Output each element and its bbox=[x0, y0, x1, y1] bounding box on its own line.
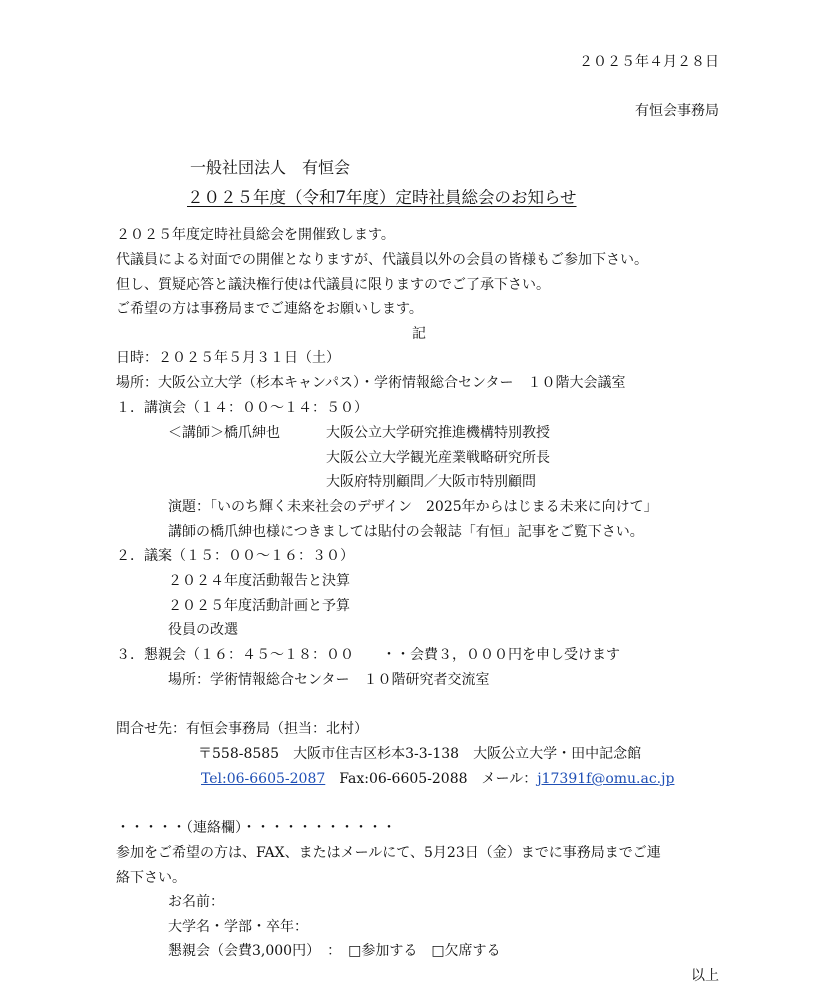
name-field-label: お名前： bbox=[168, 894, 224, 910]
reply-divider: ・・・・・（連絡欄）・・・・・・・・・・・ bbox=[116, 820, 396, 836]
ki-heading: 記 bbox=[412, 326, 426, 342]
contact-line bbox=[201, 767, 674, 791]
contact-heading: 問合せ先：有恒会事務局（担当：北村） bbox=[116, 721, 368, 737]
agenda-item: ２０２５年度活動計画と予算 bbox=[168, 598, 350, 614]
speaker-label: ＜講師＞橋爪紳也 bbox=[168, 425, 280, 441]
contact-gap bbox=[468, 771, 482, 787]
intro-line: ご希望の方は事務局までご連絡をお願いします。 bbox=[116, 301, 423, 317]
agenda-heading: ２．議案（１５：００～１６：３０） bbox=[116, 548, 354, 564]
fax-number: Fax:06-6605-2088 bbox=[339, 771, 468, 787]
agenda-item: 役員の改選 bbox=[168, 622, 238, 638]
mail-link[interactable]: j17391f@omu.ac.jp bbox=[537, 771, 675, 787]
agenda-item: ２０２４年度活動報告と決算 bbox=[168, 573, 350, 589]
checkbox-gap bbox=[417, 943, 431, 959]
lecture-heading: １．講演会（１４：００～１４：５０） bbox=[116, 400, 368, 416]
speaker-title: 大阪公立大学研究推進機構特別教授 bbox=[326, 425, 550, 441]
attend-checkbox[interactable]: □参加する bbox=[348, 943, 418, 959]
intro-line: ２０２５年度定時社員総会を開催致します。 bbox=[116, 227, 395, 243]
intro-line: 但し、質疑応答と議決権行使は代議員に限りますのでご了承下さい。 bbox=[116, 277, 550, 293]
reply-instruction: 絡下さい。 bbox=[116, 870, 186, 886]
tel-link[interactable]: Tel:06-6605-2087 bbox=[201, 771, 326, 787]
party-place: 場所：学術情報総合センター １０階研究者交流室 bbox=[168, 672, 490, 688]
page-title: ２０２５年度（令和7年度）定時社員総会のお知らせ bbox=[187, 188, 577, 207]
closing-mark: 以上 bbox=[691, 968, 719, 984]
university-field-label: 大学名・学部・卒年： bbox=[168, 919, 308, 935]
reply-instruction: 参加をご希望の方は、FAX、またはメールにて、5月23日（金）までに事務局までご連 bbox=[116, 845, 661, 861]
absent-checkbox[interactable]: □欠席する bbox=[431, 943, 501, 959]
contact-gap bbox=[325, 771, 339, 787]
speaker-title: 大阪府特別顧問／大阪市特別顧問 bbox=[326, 474, 536, 490]
schedule-datetime: 日時：２０２５年５月３１日（土） bbox=[116, 350, 340, 366]
intro-line: 代議員による対面での開催となりますが、代議員以外の会員の皆様もご参加下さい。 bbox=[116, 252, 648, 268]
speaker-title: 大阪公立大学観光産業戦略研究所長 bbox=[326, 450, 550, 466]
party-heading: ３．懇親会（１６：４５～１８：００ ・・会費３，０００円を申し受けます bbox=[116, 647, 620, 663]
sender: 有恒会事務局 bbox=[635, 103, 719, 119]
party-attendance bbox=[168, 939, 501, 963]
schedule-place: 場所：大阪公立大学（杉本キャンパス）・学術情報総合センター １０階大会議室 bbox=[116, 375, 626, 391]
lecture-theme: 演題：「いのち輝く未来社会のデザイン 2025年からはじまる未来に向けて」 bbox=[168, 499, 658, 515]
document-date: ２０２５年４月２８日 bbox=[579, 54, 719, 70]
lecture-note: 講師の橋爪紳也様につきましては貼付の会報誌「有恒」記事をご覧下さい。 bbox=[168, 524, 644, 540]
mail-label: メール： bbox=[481, 771, 538, 787]
contact-address: 〒558-8585 大阪市住吉区杉本3-3-138 大阪公立大学・田中記念館 bbox=[198, 746, 642, 762]
organization-name: 一般社団法人 有恒会 bbox=[190, 158, 351, 177]
party-fee-label: 懇親会（会費3,000円） ： bbox=[168, 943, 349, 959]
